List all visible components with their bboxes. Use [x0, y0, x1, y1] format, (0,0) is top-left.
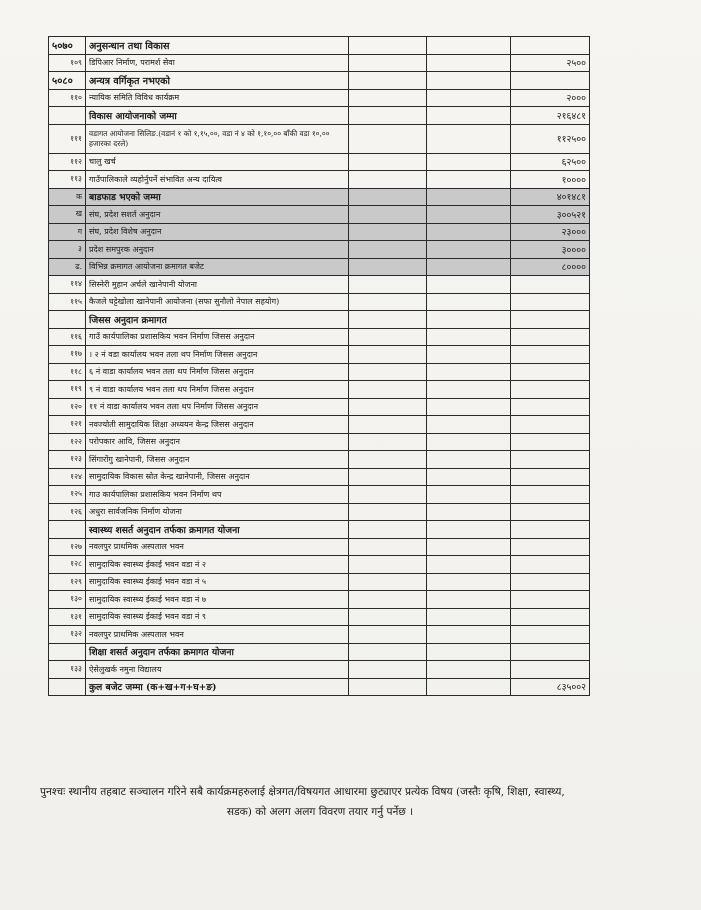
row-amount [511, 486, 590, 504]
table-row [49, 363, 590, 381]
row-code: ११५ [49, 293, 86, 311]
row-code [49, 311, 86, 329]
empty-cell [427, 311, 511, 329]
row-code: १२९ [49, 573, 86, 591]
empty-cell [349, 89, 427, 107]
row-code [49, 107, 86, 125]
row-code: १२३ [49, 451, 86, 469]
row-description: ९ नं वाडा कार्यालय भवन तला थप निर्माण जिसस अनुदान [86, 381, 349, 399]
empty-cell [427, 241, 511, 259]
table-row [49, 573, 590, 591]
empty-cell [427, 153, 511, 171]
row-code: ११२ [49, 153, 86, 171]
row-amount: ११२५०० [511, 124, 590, 153]
empty-cell [427, 107, 511, 125]
empty-cell [349, 451, 427, 469]
row-description: संघ, प्रदेश सशर्त अनुदान [86, 206, 349, 224]
row-code: क [49, 188, 86, 206]
table-row [49, 153, 590, 171]
row-description: प्रदेश समपुरक अनुदान [86, 241, 349, 259]
empty-cell [349, 37, 427, 55]
row-code: १११ [49, 124, 86, 153]
row-code: ५०८० [49, 72, 86, 90]
row-code: १२६ [49, 503, 86, 521]
row-amount [511, 363, 590, 381]
row-description: सामुदायिक स्वास्थ्य ईकाई भवन वडा नं २ [86, 556, 349, 574]
table-row [49, 72, 590, 90]
row-code [49, 678, 86, 696]
table-row [49, 538, 590, 556]
empty-cell [427, 381, 511, 399]
row-description: सामुदायिक विकास स्रोत केन्द्र खानेपानी, जिसस अनुदान [86, 468, 349, 486]
row-description: चालु खर्च [86, 153, 349, 171]
footnote-line-1: पुनश्चः स्थानीय तहबाट सञ्चालन गरिने सबै कार्यक्रमहरुलाई क्षेत्रगत/विषयगत आधारमा छुट्याएर प्रत्येक विषय (जस्तैः कृषि, शिक्षा, स्वास्थ्य, [40, 786, 565, 798]
table-row [49, 223, 590, 241]
row-description: गाउ कार्यपालिका प्रशासकिय भवन निर्माण थप [86, 486, 349, 504]
row-amount [511, 556, 590, 574]
empty-cell [427, 124, 511, 153]
row-description: अन्यत्र वर्गिकृत नभएको [86, 72, 349, 90]
row-code: ३ [49, 241, 86, 259]
table-row [49, 241, 590, 259]
table-row [49, 486, 590, 504]
empty-cell [427, 643, 511, 661]
table-row [49, 171, 590, 189]
row-description: जिसस अनुदान क्रमागत [86, 311, 349, 329]
row-code: १२२ [49, 433, 86, 451]
empty-cell [427, 54, 511, 72]
empty-cell [427, 328, 511, 346]
row-description: गाउँ कार्यपालिका प्रशासकिय भवन निर्माण जिसस अनुदान [86, 328, 349, 346]
empty-cell [349, 521, 427, 539]
empty-cell [349, 54, 427, 72]
row-description: शिक्षा शसर्त अनुदान तर्फका क्रमागत योजना [86, 643, 349, 661]
table-row [49, 89, 590, 107]
table-row [49, 643, 590, 661]
row-code: १३३ [49, 661, 86, 679]
row-code: ५०७० [49, 37, 86, 55]
table-row [49, 398, 590, 416]
row-code: ख [49, 206, 86, 224]
empty-cell [427, 486, 511, 504]
row-amount [511, 521, 590, 539]
empty-cell [349, 241, 427, 259]
row-code: ११३ [49, 171, 86, 189]
row-amount: २१६४८१ [511, 107, 590, 125]
empty-cell [349, 556, 427, 574]
row-description: न्यायिक समिति विविध कार्यक्रम [86, 89, 349, 107]
empty-cell [349, 591, 427, 609]
table-row [49, 678, 590, 696]
row-amount [511, 416, 590, 434]
empty-cell [349, 258, 427, 276]
empty-cell [349, 276, 427, 294]
empty-cell [349, 608, 427, 626]
empty-cell [349, 626, 427, 644]
budget-table-body [49, 37, 590, 696]
row-amount [511, 37, 590, 55]
row-amount [511, 293, 590, 311]
empty-cell [349, 107, 427, 125]
table-row [49, 661, 590, 679]
empty-cell [349, 643, 427, 661]
row-amount [511, 591, 590, 609]
row-amount [511, 626, 590, 644]
row-description: नवलपुर प्राथमिक अस्पताल भवन [86, 538, 349, 556]
empty-cell [427, 416, 511, 434]
row-code: १२१ [49, 416, 86, 434]
budget-table [48, 36, 590, 696]
row-code: ११० [49, 89, 86, 107]
row-code: १३२ [49, 626, 86, 644]
row-description: ११ नं वाडा कार्यालय भवन तला थप निर्माण जिसस अनुदान [86, 398, 349, 416]
empty-cell [427, 538, 511, 556]
empty-cell [427, 451, 511, 469]
table-row [49, 608, 590, 626]
empty-cell [349, 433, 427, 451]
row-amount [511, 398, 590, 416]
table-row [49, 188, 590, 206]
row-amount [511, 381, 590, 399]
empty-cell [349, 124, 427, 153]
row-code: ११७ [49, 346, 86, 364]
table-row [49, 206, 590, 224]
row-code: ११८ [49, 363, 86, 381]
row-description: डिपिआर निर्माण, परामर्श सेवा [86, 54, 349, 72]
table-row [49, 54, 590, 72]
empty-cell [427, 293, 511, 311]
row-description: नवज्योती सामुदायिक शिक्षा अध्ययन केन्द्र जिसस अनुदान [86, 416, 349, 434]
row-description: परोपकार आवि, जिसस अनुदान [86, 433, 349, 451]
row-amount [511, 538, 590, 556]
empty-cell [349, 503, 427, 521]
table-row [49, 556, 590, 574]
empty-cell [349, 538, 427, 556]
empty-cell [427, 89, 511, 107]
empty-cell [427, 591, 511, 609]
empty-cell [427, 276, 511, 294]
empty-cell [427, 556, 511, 574]
empty-cell [349, 678, 427, 696]
row-description: संघ, प्रदेश विशेष अनुदान [86, 223, 349, 241]
row-amount [511, 468, 590, 486]
row-description: सिंगारोंगु खानेपानी, जिसस अनुदान [86, 451, 349, 469]
row-amount [511, 643, 590, 661]
row-amount: ६२५०० [511, 153, 590, 171]
empty-cell [427, 258, 511, 276]
row-description: वडागत आयोजना सिलिङ.(वडानं १ को १,१५,००, वडा नं ४ को १,१०,०० बाँकी वडा १०,०० हजारका दरले) [86, 124, 349, 153]
empty-cell [427, 521, 511, 539]
empty-cell [349, 468, 427, 486]
empty-cell [427, 188, 511, 206]
row-description: सामुदायिक स्वास्थ्य ईकाई भवन वडा नं ७ [86, 591, 349, 609]
row-code [49, 643, 86, 661]
row-amount: १०००० [511, 171, 590, 189]
row-amount [511, 276, 590, 294]
empty-cell [349, 573, 427, 591]
row-description: अधुरा सार्वजनिक निर्माण योजना [86, 503, 349, 521]
row-description: गाउँपालिकाले व्यहोर्नुपर्ने संभावित अन्य दायित्व [86, 171, 349, 189]
table-row [49, 37, 590, 55]
row-amount [511, 346, 590, 364]
empty-cell [349, 311, 427, 329]
empty-cell [349, 486, 427, 504]
row-code: १३१ [49, 608, 86, 626]
row-amount [511, 451, 590, 469]
empty-cell [349, 328, 427, 346]
row-amount [511, 311, 590, 329]
empty-cell [349, 153, 427, 171]
table-row [49, 107, 590, 125]
empty-cell [427, 398, 511, 416]
table-row [49, 328, 590, 346]
row-code: ११४ [49, 276, 86, 294]
row-description: सिस्नेरी मुहान अर्चले खानेपानी योजना [86, 276, 349, 294]
table-row [49, 521, 590, 539]
row-amount [511, 503, 590, 521]
row-amount: ४०१४८१ [511, 188, 590, 206]
row-description: स्वास्थ्य शसर्त अनुदान तर्फका क्रमागत योजना [86, 521, 349, 539]
table-row [49, 258, 590, 276]
row-code: १२७ [49, 538, 86, 556]
row-description: नवलपुर प्राथमिक अस्पताल भवन [86, 626, 349, 644]
empty-cell [349, 363, 427, 381]
empty-cell [427, 206, 511, 224]
row-amount: ३०००० [511, 241, 590, 259]
table-row [49, 346, 590, 364]
row-amount [511, 608, 590, 626]
row-code: ११६ [49, 328, 86, 346]
row-code: ११९ [49, 381, 86, 399]
row-code [49, 521, 86, 539]
row-code: ग [49, 223, 86, 241]
row-amount: २५०० [511, 54, 590, 72]
row-description: ६ नं वाडा कार्यालय भवन तला थप निर्माण जिसस अनुदान [86, 363, 349, 381]
empty-cell [427, 573, 511, 591]
empty-cell [349, 416, 427, 434]
row-amount: ३००५२१ [511, 206, 590, 224]
empty-cell [427, 433, 511, 451]
row-amount: ८०००० [511, 258, 590, 276]
row-code: १२४ [49, 468, 86, 486]
row-description: कैजले घट्टेखोला खानेपानी आयोजना (सफा सुनौलो नेपाल सहयोग) [86, 293, 349, 311]
empty-cell [427, 72, 511, 90]
footnote-line-2: सडक) को अलग अलग विवरण तयार गर्नु पर्नेछ । [226, 806, 414, 818]
table-row [49, 626, 590, 644]
row-description: बाडफाड भएको जम्मा [86, 188, 349, 206]
row-description: कुल बजेट जम्मा (क+ख+ग+घ+ङ) [86, 678, 349, 696]
empty-cell [427, 223, 511, 241]
row-code: ढ. [49, 258, 86, 276]
empty-cell [349, 661, 427, 679]
table-row [49, 276, 590, 294]
row-amount [511, 328, 590, 346]
row-code: १०९ [49, 54, 86, 72]
row-amount [511, 72, 590, 90]
table-row [49, 591, 590, 609]
row-description: सामुदायिक स्वास्थ्य ईकाई भवन वडा नं ५ [86, 573, 349, 591]
empty-cell [349, 381, 427, 399]
empty-cell [349, 293, 427, 311]
table-row [49, 124, 590, 153]
empty-cell [427, 468, 511, 486]
table-row [49, 416, 590, 434]
empty-cell [427, 608, 511, 626]
empty-cell [427, 363, 511, 381]
empty-cell [427, 171, 511, 189]
empty-cell [427, 346, 511, 364]
row-amount [511, 573, 590, 591]
table-row [49, 503, 590, 521]
table-row [49, 433, 590, 451]
row-amount: ८३५००२ [511, 678, 590, 696]
empty-cell [349, 171, 427, 189]
row-code: १३० [49, 591, 86, 609]
empty-cell [349, 223, 427, 241]
empty-cell [349, 398, 427, 416]
row-code: १२८ [49, 556, 86, 574]
empty-cell [427, 661, 511, 679]
empty-cell [427, 626, 511, 644]
row-amount [511, 661, 590, 679]
row-description: । २ नं वडा कार्यालय भवन तला थप निर्माण जिसस अनुदान [86, 346, 349, 364]
empty-cell [349, 72, 427, 90]
empty-cell [349, 206, 427, 224]
row-amount: २००० [511, 89, 590, 107]
table-row [49, 451, 590, 469]
empty-cell [427, 503, 511, 521]
table-row [49, 381, 590, 399]
table-row [49, 293, 590, 311]
footnote [40, 782, 600, 822]
row-amount [511, 433, 590, 451]
row-description: अनुसन्धान तथा विकास [86, 37, 349, 55]
empty-cell [349, 188, 427, 206]
empty-cell [349, 346, 427, 364]
row-description: विकास आयोजनाको जम्मा [86, 107, 349, 125]
row-code: १२५ [49, 486, 86, 504]
row-description: सामुदायिक स्वास्थ्य ईकाई भवन वडा नं ९ [86, 608, 349, 626]
row-description: ऐसेलुखर्क नमुना विद्यालय [86, 661, 349, 679]
row-amount: २३००० [511, 223, 590, 241]
row-code: १२० [49, 398, 86, 416]
table-row [49, 311, 590, 329]
empty-cell [427, 678, 511, 696]
empty-cell [427, 37, 511, 55]
table-row [49, 468, 590, 486]
row-description: विभिन्न क्रमागत आयोजना क्रमागत बजेट [86, 258, 349, 276]
